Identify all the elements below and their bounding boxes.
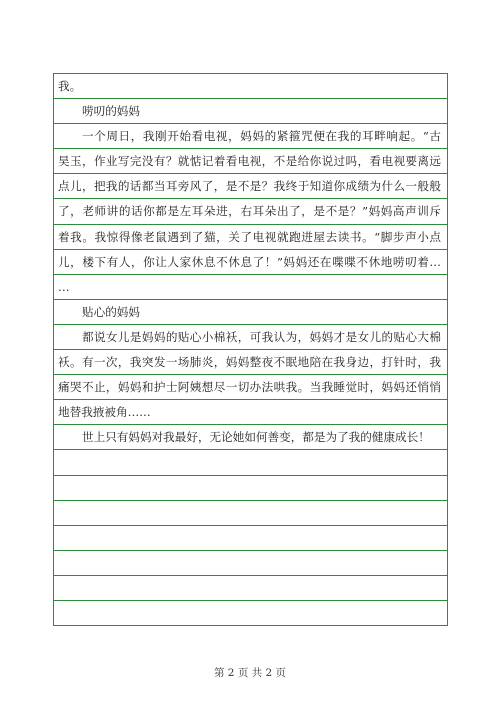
lined-writing-sheet xyxy=(53,73,448,626)
empty-line xyxy=(54,450,447,475)
text-line: 痛哭不止，妈妈和护士阿姨想尽一切办法哄我。当我睡觉时，妈妈还悄悄 xyxy=(54,375,447,400)
empty-line xyxy=(54,601,447,626)
text-line: 我。 xyxy=(54,74,447,99)
text-line: 点儿，把我的话都当耳旁风了，是不是？我终于知道你成绩为什么一般般 xyxy=(54,174,447,199)
text-line: 一个周日，我刚开始看电视，妈妈的紧箍咒便在我的耳畔响起。“古 xyxy=(54,124,447,149)
text-line: 袄。有一次，我突发一场肺炎，妈妈整夜不眠地陪在我身边，打针时，我 xyxy=(54,350,447,375)
text-line: 世上只有妈妈对我最好，无论她如何善变，都是为了我的健康成长！ xyxy=(54,425,447,450)
empty-line xyxy=(54,501,447,526)
section-heading: 贴心的妈妈 xyxy=(54,300,447,325)
text-line: 着我。我惊得像老鼠遇到了猫，关了电视就跑进屋去读书。“脚步声小点 xyxy=(54,225,447,250)
text-line: … xyxy=(54,275,447,300)
text-line: 都说女儿是妈妈的贴心小棉袄，可我认为，妈妈才是女儿的贴心大棉 xyxy=(54,325,447,350)
empty-line xyxy=(54,576,447,601)
text-line: 昊玉，作业写完没有？就惦记着看电视，不是给你说过吗，看电视要离远 xyxy=(54,149,447,174)
section-heading: 唠叨的妈妈 xyxy=(54,99,447,124)
text-line: 了，老师讲的话你都是左耳朵进，右耳朵出了，是不是？”妈妈高声训斥 xyxy=(54,199,447,224)
empty-line xyxy=(54,551,447,576)
page-number-footer: 第 2 页 共 2 页 xyxy=(213,667,287,679)
text-line: 儿，楼下有人，你让人家休息不休息了！”妈妈还在喋喋不休地唠叨着… xyxy=(54,250,447,275)
text-line: 地替我掖被角…… xyxy=(54,400,447,425)
empty-line xyxy=(54,476,447,501)
empty-line xyxy=(54,526,447,551)
